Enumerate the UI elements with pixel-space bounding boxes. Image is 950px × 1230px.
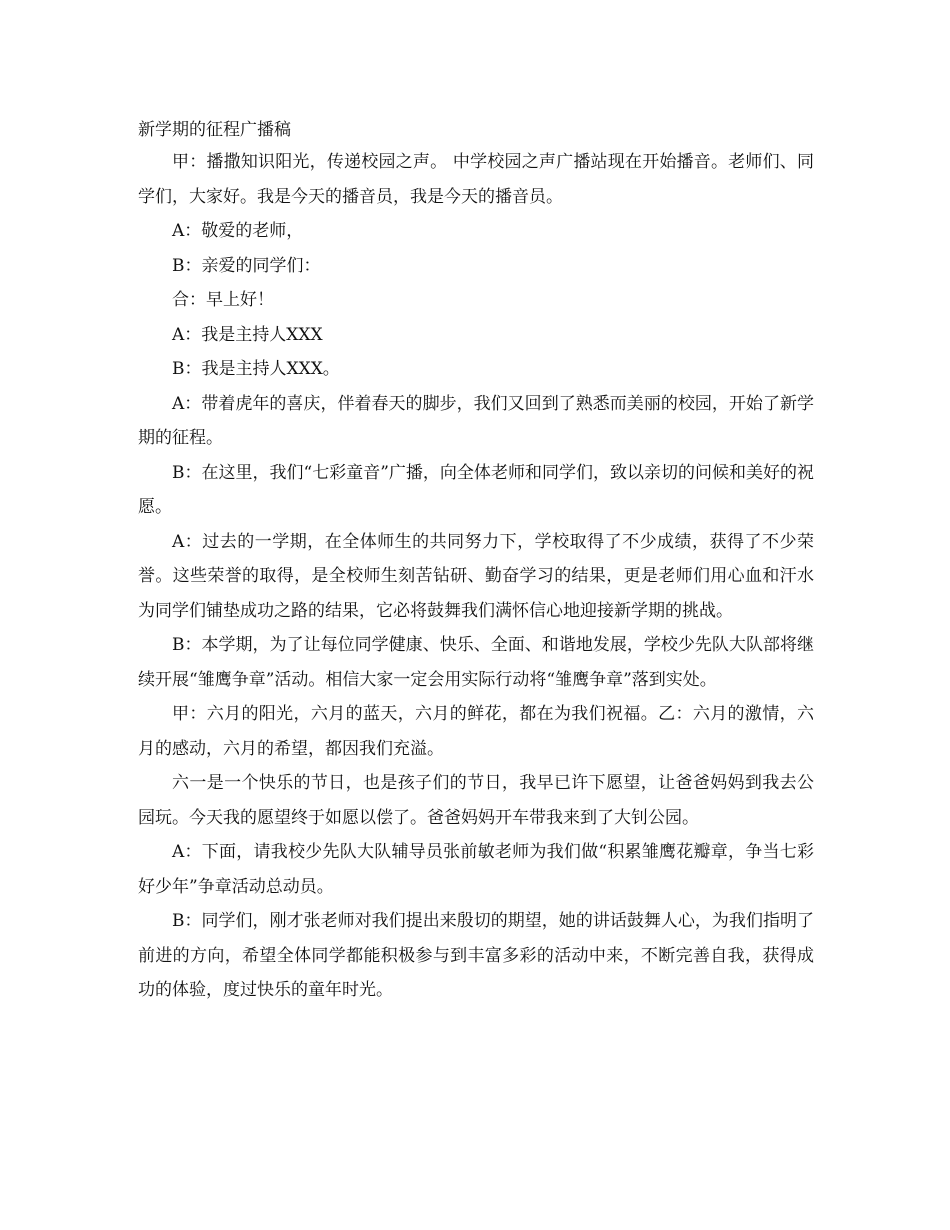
paragraph: A：下面，请我校少先队大队辅导员张前敏老师为我们做“积累雏鹰花瓣章，争当七彩好少年”争章活动总动员。: [138, 842, 814, 897]
paragraph: B：同学们，刚才张老师对我们提出来殷切的期望，她的讲话鼓舞人心，为我们指明了前进的方向，希望全体同学都能积极参与到丰富多彩的活动中来，不断完善自我，获得成功的体验，度过快乐的童年时光。: [138, 911, 814, 1000]
paragraph: A：带着虎年的喜庆，伴着春天的脚步，我们又回到了熟悉而美丽的校园，开始了新学期的征程。: [138, 393, 814, 448]
document-title: 新学期的征程广播稿: [138, 120, 291, 140]
paragraph: B：我是主持人XXX。: [172, 359, 340, 379]
paragraph: 合：早上好！: [172, 290, 274, 310]
paragraph: A：敬爱的老师，: [172, 221, 304, 241]
paragraph: A：我是主持人XXX: [172, 324, 323, 345]
paragraph: B：在这里，我们“七彩童音”广播，向全体老师和同学们，致以亲切的问候和美好的祝愿。: [138, 462, 814, 517]
paragraph: 甲：播撒知识阳光，传递校园之声。 中学校园之声广播站现在开始播音。老师们、同学们，大家好。我是今天的播音员，我是今天的播音员。: [138, 152, 814, 207]
document-body: [138, 116, 814, 1008]
paragraph: B：本学期，为了让每位同学健康、快乐、全面、和谐地发展，学校少先队大队部将继续开展“雏鹰争章”活动。相信大家一定会用实际行动将“雏鹰争章”落到实处。: [138, 635, 814, 690]
paragraph: A：过去的一学期，在全体师生的共同努力下，学校取得了不少成绩，获得了不少荣誉。这些荣誉的取得，是全校师生刻苦钻研、勤奋学习的结果，更是老师们用心血和汗水为同学们铺垫成功之路的结果，它必将鼓舞我们满怀信心地迎接新学期的挑战。: [138, 531, 814, 621]
paragraph: B：亲爱的同学们：: [172, 255, 321, 276]
paragraph: 甲：六月的阳光，六月的蓝天，六月的鲜花，都在为我们祝福。乙：六月的激情，六月的感动，六月的希望，都因我们充溢。: [138, 704, 814, 759]
paragraph: 六一是一个快乐的节日，也是孩子们的节日，我早已许下愿望，让爸爸妈妈到我去公园玩。今天我的愿望终于如愿以偿了。爸爸妈妈开车带我来到了大钊公园。: [138, 773, 814, 828]
